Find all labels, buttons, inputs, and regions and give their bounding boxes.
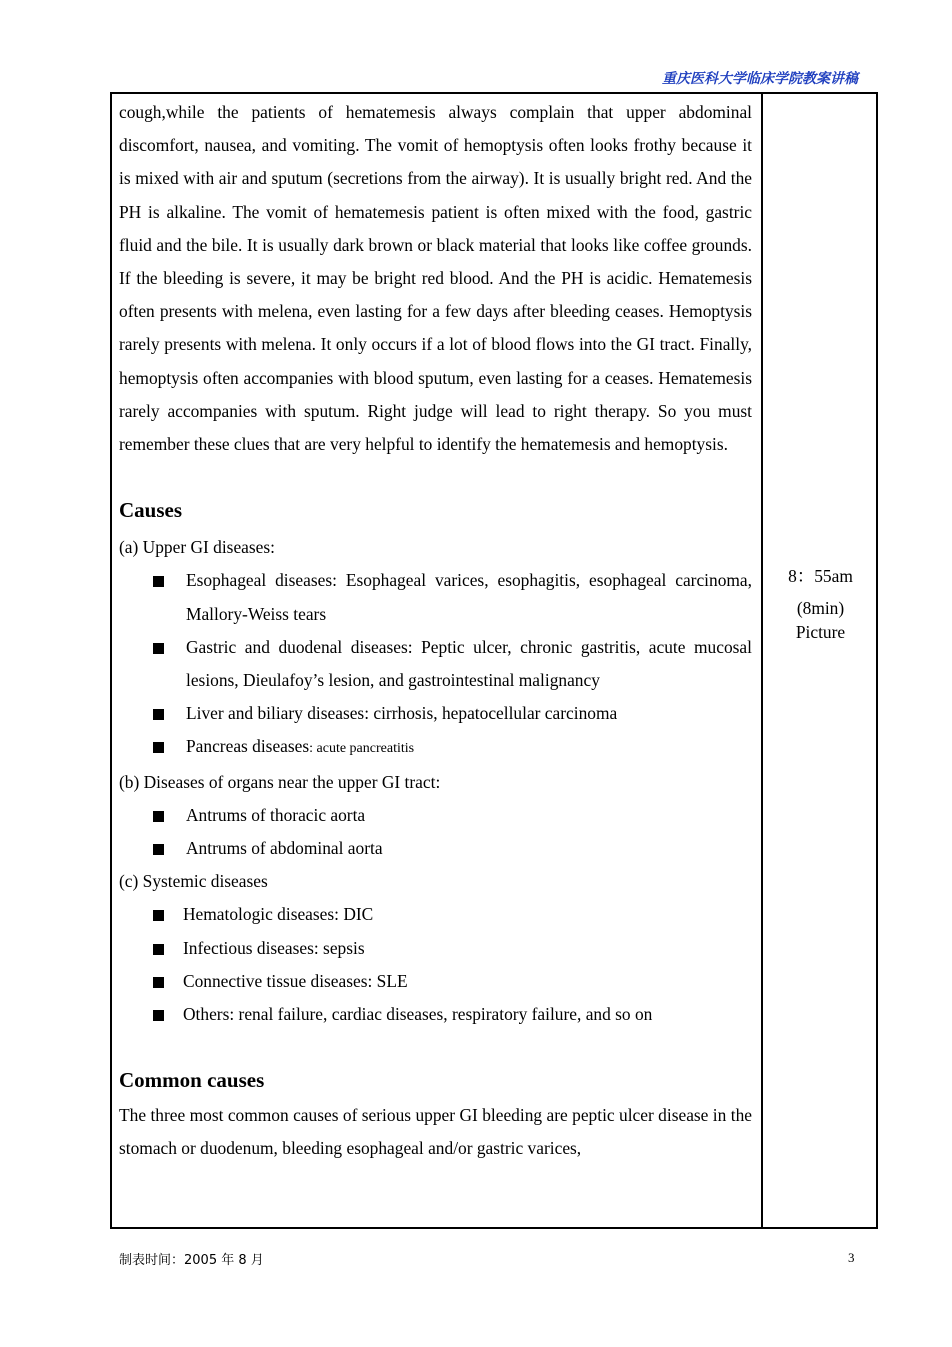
intro-paragraph: cough,while the patients of hematemesis always complain that upper abdominal discomfort, nausea, and vomiting. The vomit of hemoptysis often looks frothy because it is mixed with air and sputum (secretions from the airway). It is usually bright red. And the PH is alkaline. The vomit of hematemesis patient is often mixed with the food, gastric fluid and the bile. It is usually dark brown or black material that looks like coffee grounds. If the bleeding is severe, it may be bright red blood. And the PH is acidic. Hematemesis often presents with melena, even lasting for a few days after bleeding ceases. Hemoptysis rarely presents with melena. It only occurs if a lot of blood flows into the GI tract. Finally, hemoptysis often accompanies with blood sputum, even lasting for a ceases. Hematemesis rarely accompanies with sputum. Right judge will lead to right therapy. So you must remember these clues that are very helpful to identify the hematemesis and hemoptysis. [119,102,752,455]
square-bullet-icon [153,977,164,988]
group-a-label: (a) Upper GI diseases: [119,537,275,558]
causes-heading: Causes [119,498,183,523]
common-causes-paragraph: The three most common causes of serious upper GI bleeding are peptic ulcer disease in the stomach or duodenum, bleeding esophageal and/or gastric varices, [119,1105,752,1159]
footer-date: 制表时间：2005 年 8 月 [119,1253,264,1268]
list-item-text: Connective tissue diseases: SLE [183,970,408,991]
list-item [119,631,752,697]
list-item [119,932,752,965]
square-bullet-icon [153,709,164,720]
list-item [119,697,752,730]
list-item-text: Antrums of thoracic aorta [186,804,366,825]
square-bullet-icon [153,576,164,587]
lecture-table [110,92,878,1229]
list-item-text: Others: renal failure, cardiac diseases, respiratory failure, and so on [183,1004,653,1025]
square-bullet-icon [153,643,164,654]
teaching-aid-label: Picture [795,622,846,642]
list-item [119,832,752,865]
square-bullet-icon [153,811,164,822]
list-item [119,965,752,998]
page-number: 3 [848,1250,855,1265]
square-bullet-icon [153,1010,164,1021]
list-item-text: Hematologic diseases: DIC [183,904,374,925]
common-causes-heading: Common causes [119,1068,265,1093]
pancreas-detail: : acute pancreatitis [309,741,415,757]
list-item-text: Gastric and duodenal diseases: Peptic ulcer, chronic gastritis, acute mucosal lesions, Dieulafoy’s lesion, and gastrointestinal malignancy [186,636,752,691]
list-item [119,898,752,931]
time-notes-column [763,564,878,644]
square-bullet-icon [153,944,164,955]
list-item-text: Esophageal diseases: Esophageal varices, esophagitis, esophageal carcinoma, Mallory-Weiss tears [186,570,752,624]
square-bullet-icon [153,742,164,753]
list-item [119,730,752,765]
lecture-content-column [119,96,752,1166]
group-b-label: (b) Diseases of organs near the upper GI tract: [119,771,441,792]
list-item [119,564,752,630]
list-item-text: Antrums of abdominal aorta [186,838,383,859]
list-item-text: Liver and biliary diseases: cirrhosis, hepatocellular carcinoma [186,703,618,724]
time-label: 8：55am [788,566,853,586]
column-divider [761,94,763,1227]
pancreas-label: Pancreas diseases [186,736,310,757]
list-item-text: Infectious diseases: sepsis [183,937,365,958]
square-bullet-icon [153,844,164,855]
document-header-title: 重庆医科大学临床学院教案讲稿 [662,71,858,87]
square-bullet-icon [153,910,164,921]
group-c-label: (c) Systemic diseases [119,871,268,892]
duration-label: (8min) [796,598,845,618]
list-item [119,799,752,832]
list-item [119,998,752,1031]
